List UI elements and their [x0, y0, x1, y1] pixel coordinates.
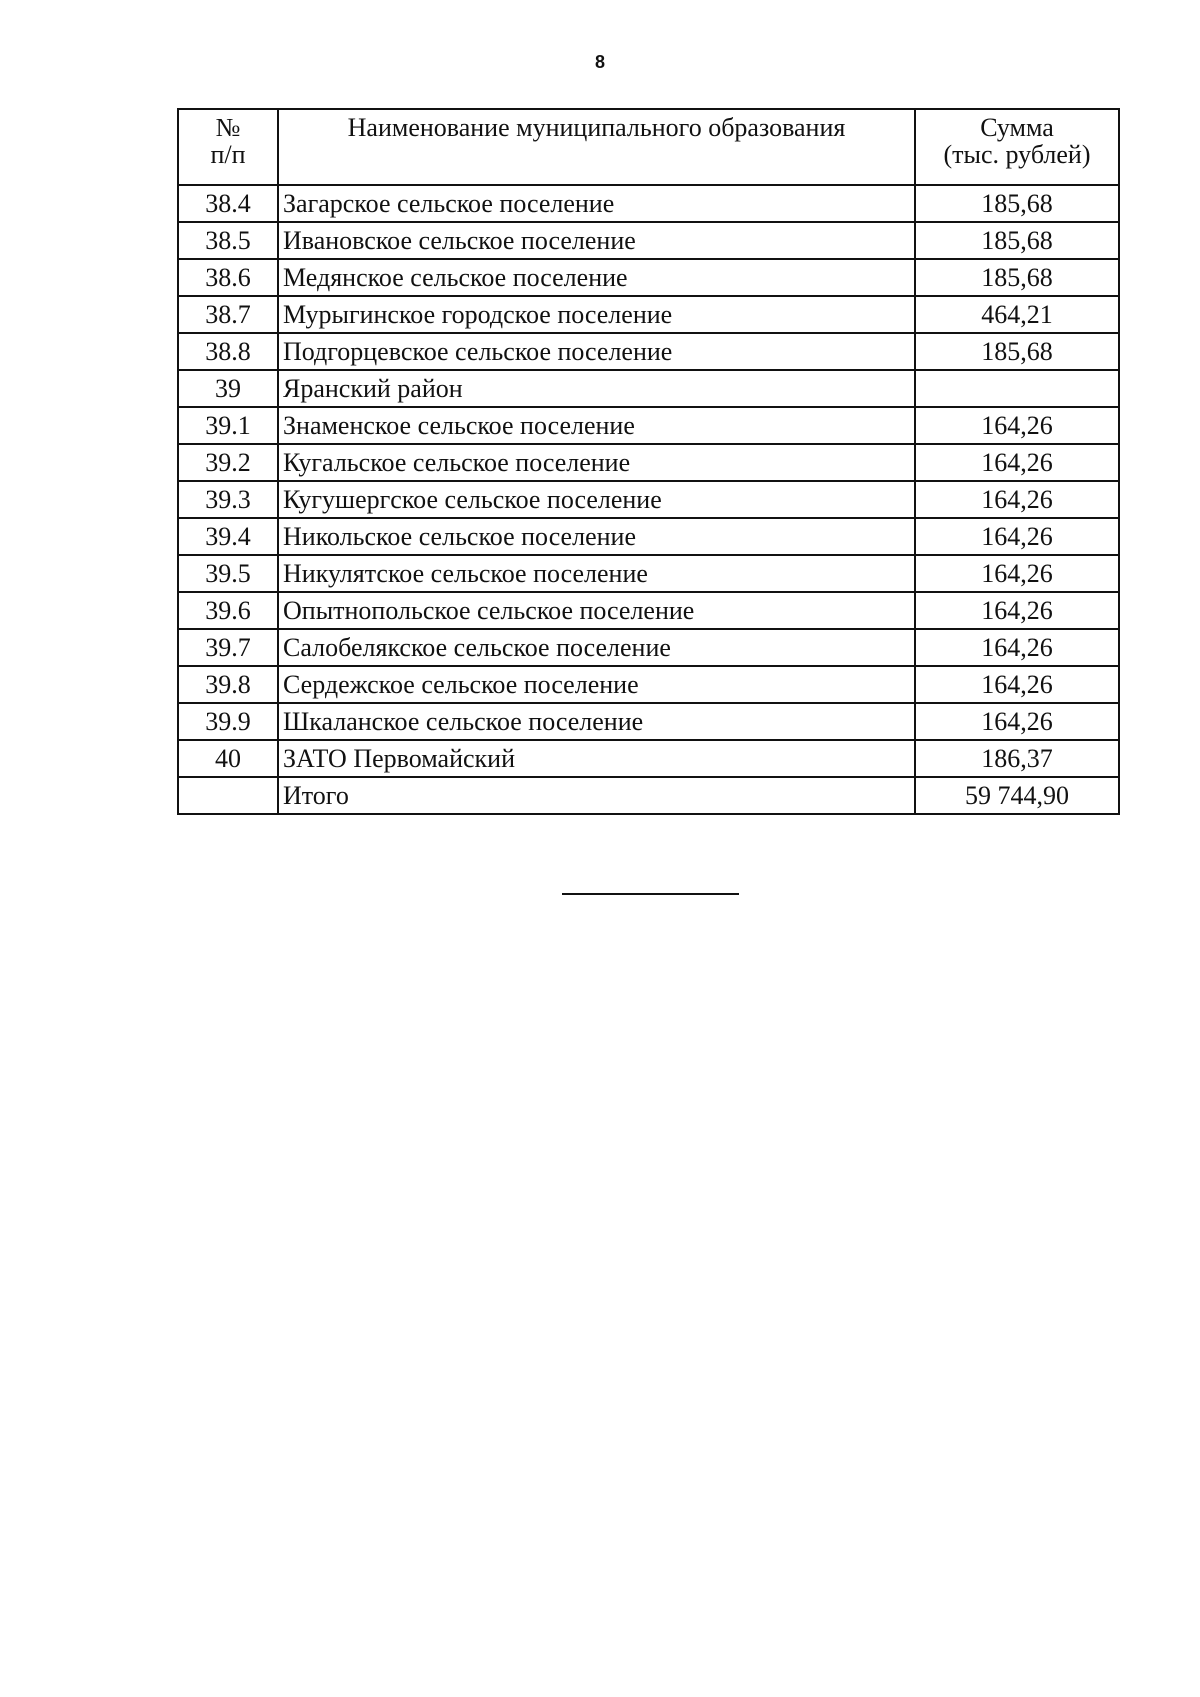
row-number: 39 — [178, 370, 278, 407]
row-number: 39.8 — [178, 666, 278, 703]
row-sum: 164,26 — [915, 444, 1119, 481]
table-row — [178, 481, 1119, 518]
row-number: 39.3 — [178, 481, 278, 518]
table-row — [178, 666, 1119, 703]
row-number: 39.6 — [178, 592, 278, 629]
row-sum: 164,26 — [915, 518, 1119, 555]
table-row — [178, 259, 1119, 296]
table-row — [178, 296, 1119, 333]
row-name: ЗАТО Первомайский — [278, 740, 915, 777]
table-row — [178, 185, 1119, 222]
row-name: Никольское сельское поселение — [278, 518, 915, 555]
table-row — [178, 444, 1119, 481]
row-number: 39.9 — [178, 703, 278, 740]
row-name: Мурыгинское городское поселение — [278, 296, 915, 333]
row-sum: 164,26 — [915, 407, 1119, 444]
row-number: 38.5 — [178, 222, 278, 259]
row-sum: 164,26 — [915, 703, 1119, 740]
row-name: Медянское сельское поселение — [278, 259, 915, 296]
row-number: 39.4 — [178, 518, 278, 555]
header-number-line2: п/п — [210, 140, 246, 170]
row-number: 39.5 — [178, 555, 278, 592]
header-sum — [915, 109, 1119, 185]
row-sum: 185,68 — [915, 222, 1119, 259]
row-sum: 164,26 — [915, 629, 1119, 666]
row-sum: 185,68 — [915, 259, 1119, 296]
table-row — [178, 518, 1119, 555]
table-row — [178, 222, 1119, 259]
table-body — [178, 185, 1119, 814]
table-row — [178, 333, 1119, 370]
row-name: Салобелякское сельское поселение — [278, 629, 915, 666]
end-of-document-rule — [562, 893, 739, 895]
row-name: Сердежское сельское поселение — [278, 666, 915, 703]
row-name: Никулятское сельское поселение — [278, 555, 915, 592]
header-number-line1: № — [215, 113, 241, 142]
row-sum: 164,26 — [915, 555, 1119, 592]
row-sum: 464,21 — [915, 296, 1119, 333]
total-number — [178, 777, 278, 814]
row-number: 39.1 — [178, 407, 278, 444]
row-number: 38.7 — [178, 296, 278, 333]
row-sum: 164,26 — [915, 592, 1119, 629]
table-row — [178, 407, 1119, 444]
table-row — [178, 629, 1119, 666]
row-number: 39.7 — [178, 629, 278, 666]
row-name: Кугальское сельское поселение — [278, 444, 915, 481]
row-name: Знаменское сельское поселение — [278, 407, 915, 444]
row-number: 38.4 — [178, 185, 278, 222]
row-sum: 164,26 — [915, 666, 1119, 703]
page-number: 8 — [594, 52, 605, 72]
table-row — [178, 592, 1119, 629]
row-number: 39.2 — [178, 444, 278, 481]
row-name: Опытнопольское сельское поселение — [278, 592, 915, 629]
table-row — [178, 703, 1119, 740]
row-sum: 164,26 — [915, 481, 1119, 518]
row-name: Подгорцевское сельское поселение — [278, 333, 915, 370]
row-sum: 186,37 — [915, 740, 1119, 777]
row-name: Шкаланское сельское поселение — [278, 703, 915, 740]
table-row — [178, 555, 1119, 592]
row-sum — [915, 370, 1119, 407]
row-number: 38.8 — [178, 333, 278, 370]
row-sum: 185,68 — [915, 185, 1119, 222]
row-number: 38.6 — [178, 259, 278, 296]
header-name: Наименование муниципального образования — [278, 109, 915, 185]
row-name: Ивановское сельское поселение — [278, 222, 915, 259]
table-row — [178, 370, 1119, 407]
row-number: 40 — [178, 740, 278, 777]
table-row — [178, 740, 1119, 777]
total-row — [178, 777, 1119, 814]
header-sum-line2: (тыс. рублей) — [943, 140, 1091, 170]
row-name: Яранский район — [278, 370, 915, 407]
header-sum-line1: Сумма — [980, 113, 1054, 142]
total-sum: 59 744,90 — [915, 777, 1119, 814]
header-number — [178, 109, 278, 185]
table-header-row — [178, 109, 1119, 185]
allocation-table — [177, 108, 1120, 815]
total-label: Итого — [278, 777, 915, 814]
row-name: Загарское сельское поселение — [278, 185, 915, 222]
row-sum: 185,68 — [915, 333, 1119, 370]
row-name: Кугушергское сельское поселение — [278, 481, 915, 518]
